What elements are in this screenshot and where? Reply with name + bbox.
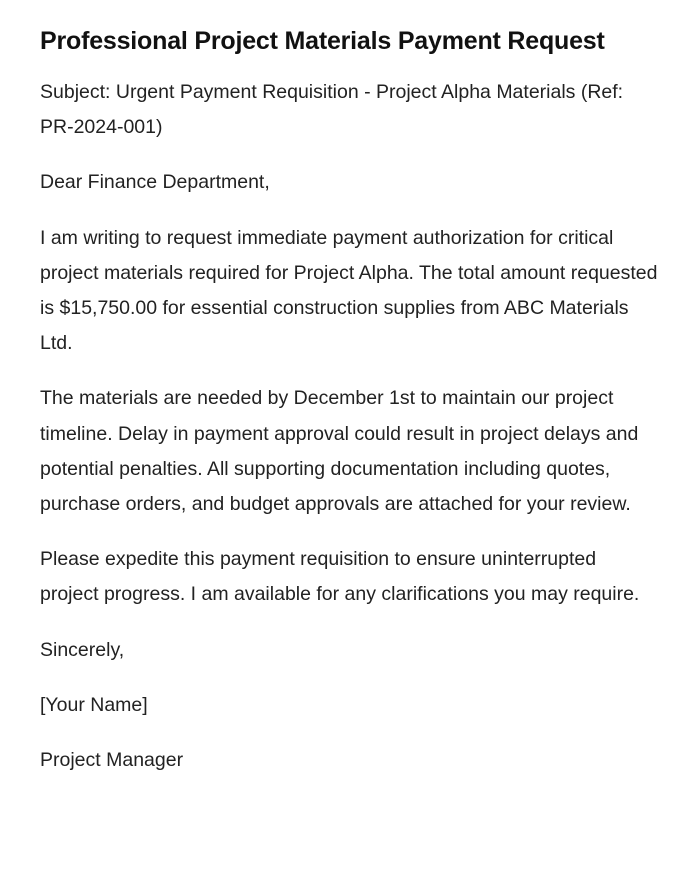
body-paragraph-timeline: The materials are needed by December 1st to maintain our project timeline. Delay in payment approval could result in project delays and potential penalties. All supporting documentation including quotes, purchase orders, and budget approvals are attached for your review. bbox=[40, 387, 639, 516]
signature-title: Project Manager bbox=[40, 749, 184, 772]
document-title: Professional Project Materials Payment Request bbox=[40, 27, 605, 55]
body-paragraph-expedite: Please expedite this payment requisition to ensure uninterrupted project progress. I am available for any clarifications you may require. bbox=[40, 548, 640, 606]
body-paragraph-request: I am writing to request immediate payment authorization for critical project materials required for Project Alpha. The total amount requested is $15,750.00 for essential construction supplies from ABC Materials Ltd. bbox=[40, 226, 658, 355]
signature-name: [Your Name] bbox=[40, 693, 148, 716]
subject-line: Subject: Urgent Payment Requisition - Project Alpha Materials (Ref: PR-2024-001) bbox=[40, 81, 624, 139]
closing: Sincerely, bbox=[40, 638, 125, 661]
salutation: Dear Finance Department, bbox=[40, 171, 270, 194]
